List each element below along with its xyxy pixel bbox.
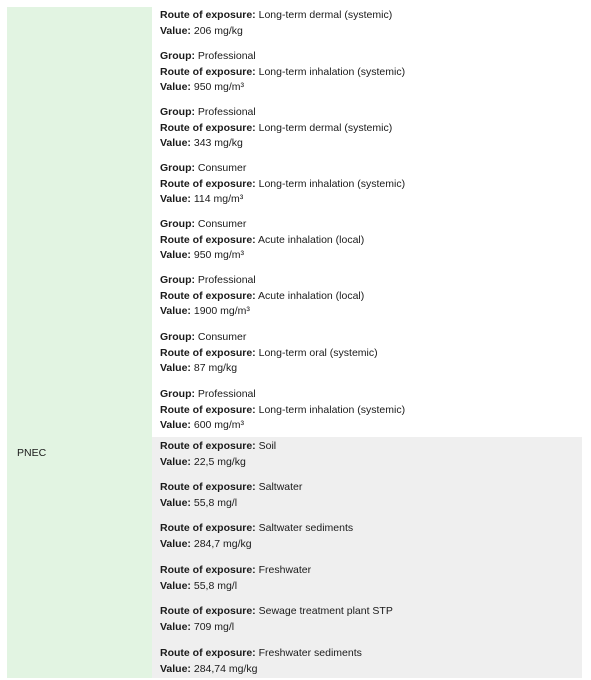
value-value: 950 mg/m³	[193, 81, 245, 93]
value-line	[160, 304, 364, 320]
route-key: Route of exposure:	[160, 564, 256, 576]
group-line	[160, 273, 364, 289]
group-line	[160, 161, 405, 177]
route-key: Route of exposure:	[160, 403, 256, 416]
route-key: Route of exposure:	[160, 440, 256, 452]
value-line	[160, 579, 311, 595]
group-line	[160, 330, 378, 346]
route-line	[160, 121, 392, 137]
route-line	[160, 233, 364, 249]
group-key: Group:	[160, 106, 195, 118]
value-line	[160, 80, 405, 96]
value-key: Value:	[160, 305, 191, 317]
group-line	[160, 49, 405, 65]
value-line	[160, 496, 302, 512]
value-line	[160, 662, 362, 678]
value-key: Value:	[160, 362, 191, 374]
value-value: 284,74 mg/kg	[193, 662, 258, 675]
route-line	[160, 346, 378, 362]
route-value: Freshwater sediments	[258, 647, 362, 659]
route-value: Acute inhalation (local)	[258, 289, 365, 302]
value-line	[160, 248, 364, 264]
value-value: 709 mg/l	[193, 620, 235, 633]
value-value: 55,8 mg/l	[193, 496, 238, 509]
route-value: Freshwater	[258, 564, 312, 576]
pnec-values-cell	[152, 437, 582, 678]
route-value: Long-term inhalation (systemic)	[258, 403, 406, 416]
group-value: Professional	[197, 50, 256, 62]
group-value: Professional	[197, 388, 256, 400]
route-value: Long-term inhalation (systemic)	[258, 177, 406, 190]
exposure-entry	[160, 521, 353, 552]
route-line	[160, 521, 353, 537]
group-key: Group:	[160, 162, 195, 174]
dnel-values-cell	[152, 7, 582, 437]
value-value: 206 mg/kg	[193, 24, 243, 37]
value-line	[160, 455, 276, 471]
route-value: Saltwater sediments	[258, 522, 354, 534]
route-line	[160, 646, 362, 662]
exposure-entry	[160, 217, 364, 264]
value-value: 22,5 mg/kg	[193, 455, 246, 468]
row-label-column	[7, 7, 152, 678]
route-key: Route of exposure:	[160, 605, 256, 617]
exposure-entry	[160, 480, 302, 511]
group-value: Professional	[197, 106, 256, 118]
value-line	[160, 24, 392, 40]
group-key: Group:	[160, 50, 195, 62]
value-key: Value:	[160, 81, 191, 93]
route-line	[160, 8, 392, 24]
exposure-entry	[160, 105, 392, 152]
value-value: 1900 mg/m³	[193, 305, 250, 317]
route-line	[160, 177, 405, 193]
route-key: Route of exposure:	[160, 346, 256, 359]
exposure-entry	[160, 563, 311, 594]
value-line	[160, 192, 405, 208]
route-key: Route of exposure:	[160, 289, 256, 302]
value-line	[160, 537, 353, 553]
value-value: 600 mg/m³	[193, 419, 245, 431]
group-value: Consumer	[197, 218, 247, 230]
route-line	[160, 604, 393, 620]
value-value: 950 mg/m³	[193, 249, 245, 261]
pnec-label: PNEC	[17, 447, 47, 459]
group-line	[160, 217, 364, 233]
route-line	[160, 439, 276, 455]
route-line	[160, 403, 405, 419]
value-line	[160, 418, 405, 434]
value-value: 114 mg/m³	[193, 193, 244, 205]
group-value: Consumer	[197, 162, 247, 174]
route-key: Route of exposure:	[160, 9, 256, 21]
exposure-entry	[160, 439, 276, 470]
group-key: Group:	[160, 331, 195, 343]
route-line	[160, 563, 311, 579]
value-key: Value:	[160, 193, 191, 205]
value-value: 87 mg/kg	[193, 362, 238, 374]
value-key: Value:	[160, 24, 191, 37]
route-value: Sewage treatment plant STP	[258, 605, 393, 617]
value-value: 284,7 mg/kg	[193, 537, 252, 550]
group-key: Group:	[160, 274, 195, 286]
group-line	[160, 387, 405, 403]
exposure-entry	[160, 330, 378, 377]
value-line	[160, 136, 392, 152]
value-line	[160, 361, 378, 377]
value-value: 343 mg/kg	[193, 137, 243, 149]
route-value: Soil	[258, 440, 277, 452]
group-value: Consumer	[197, 331, 247, 343]
value-key: Value:	[160, 662, 191, 675]
exposure-entry	[160, 387, 405, 434]
value-key: Value:	[160, 137, 191, 149]
value-key: Value:	[160, 537, 191, 550]
route-key: Route of exposure:	[160, 647, 256, 659]
route-value: Long-term dermal (systemic)	[258, 121, 393, 134]
group-key: Group:	[160, 218, 195, 230]
route-value: Acute inhalation (local)	[258, 233, 365, 246]
group-line	[160, 105, 392, 121]
route-value: Long-term oral (systemic)	[258, 346, 378, 359]
value-line	[160, 620, 393, 636]
route-key: Route of exposure:	[160, 522, 256, 534]
group-value: Professional	[197, 274, 256, 286]
value-key: Value:	[160, 620, 191, 633]
route-key: Route of exposure:	[160, 481, 256, 493]
route-line	[160, 65, 405, 81]
exposure-entry	[160, 273, 364, 320]
group-key: Group:	[160, 388, 195, 400]
route-key: Route of exposure:	[160, 65, 256, 78]
value-key: Value:	[160, 455, 191, 468]
exposure-entry	[160, 49, 405, 96]
route-line	[160, 480, 302, 496]
route-value: Saltwater	[258, 481, 303, 493]
route-line	[160, 289, 364, 305]
route-value: Long-term dermal (systemic)	[258, 9, 393, 21]
route-key: Route of exposure:	[160, 233, 256, 246]
exposure-entry	[160, 8, 392, 39]
value-key: Value:	[160, 419, 191, 431]
route-value: Long-term inhalation (systemic)	[258, 65, 406, 78]
route-key: Route of exposure:	[160, 121, 256, 134]
exposure-entry	[160, 604, 393, 635]
exposure-entry	[160, 646, 362, 677]
value-key: Value:	[160, 249, 191, 261]
value-key: Value:	[160, 579, 191, 592]
route-key: Route of exposure:	[160, 177, 256, 190]
value-value: 55,8 mg/l	[193, 579, 238, 592]
value-key: Value:	[160, 496, 191, 509]
exposure-entry	[160, 161, 405, 208]
